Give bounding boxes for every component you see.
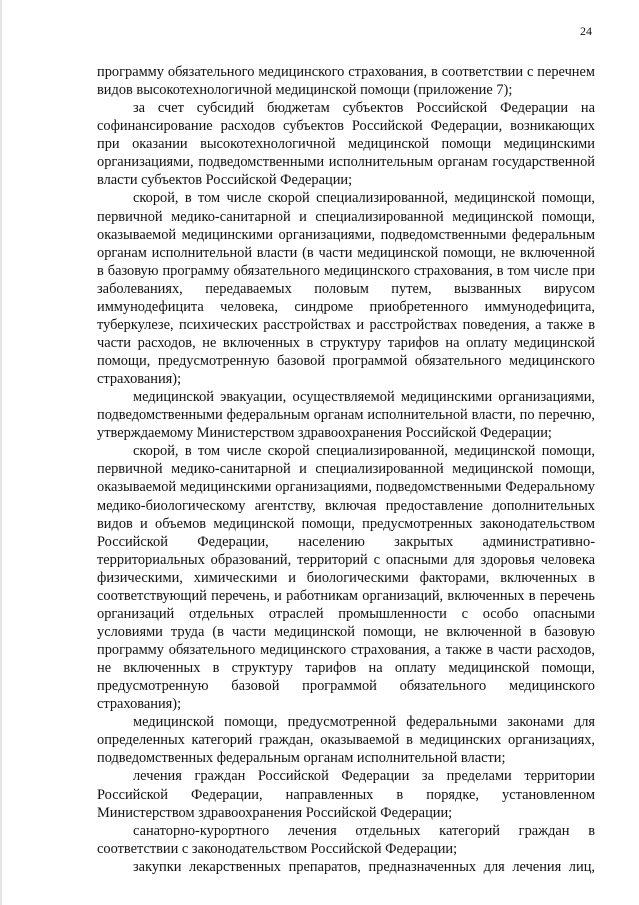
paragraph-sanatorium: санаторно-курортного лечения отдельных категорий граждан в соответствии с законодательством Российской Федерации; bbox=[97, 822, 595, 857]
paragraph-emergency-fmba: скорой, в том числе скорой специализированной, медицинской помощи, первичной медико-санитарной и специализированной медицинской помощи, оказываемой медицинскими организациями, подведомственными Федеральному медико-биологическому агентству, включая предоставление дополнительных видов и объемов медицинской помощи, предусмотренных законодательством Российской Федерации, населению закрытых административно-территориальных образований, территорий с опасными для здоровья человека физическими, химическими и биологическими факторами, включенных в соответствующий перечень, и работникам организаций, включенных в перечень организаций отдельных отраслей промышленности с особо опасными условиями труда (в части медицинской помощи, не включенной в базовую программу обязательного медицинского страхования, а также в части расходов, не включенных в структуру тарифов на оплату медицинской помощи, предусмотренную базовой программой обязательного медицинского страхования); bbox=[97, 443, 595, 713]
paragraph-continuation: программу обязательного медицинского страхования, в соответствии с перечнем видов высокотехнологичной медицинской помощи (приложение 7); bbox=[97, 64, 595, 99]
paragraph-treatment-abroad: лечения граждан Российской Федерации за пределами территории Российской Федерации, направленных в порядке, установленном Министерством здравоохранения Российской Федерации; bbox=[97, 768, 595, 821]
paragraph-federal-laws: медицинской помощи, предусмотренной федеральными законами для определенных категорий граждан, оказываемой в медицинских организациях, подведомственных федеральным органам исполнительной власти; bbox=[97, 714, 595, 767]
page-edge bbox=[0, 0, 2, 905]
paragraph-emergency-federal: скорой, в том числе скорой специализированной, медицинской помощи, первичной медико-санитарной и специализированной медицинской помощи, оказываемой медицинскими организациями, подведомственными федеральным органам исполнительной власти (в части медицинской помощи, не включенной в базовую программу обязательного медицинского страхования, в том числе при заболеваниях, передаваемых половым путем, вызванных вирусом иммунодефицита человека, синдроме приобретенного иммунодефицита, туберкулезе, психических расстройствах и расстройствах поведения, а также в части расходов, не включенных в структуру тарифов на оплату медицинской помощи, предусмотренную базовой программой обязательного медицинского страхования); bbox=[97, 190, 595, 388]
page-number: 24 bbox=[580, 24, 592, 38]
document-body bbox=[97, 63, 595, 876]
paragraph-drug-purchase: закупки лекарственных препаратов, предназначенных для лечения лиц, bbox=[133, 858, 595, 875]
paragraph-medical-evacuation: медицинской эвакуации, осуществляемой медицинскими организациями, подведомственными федеральным органам исполнительной власти, по перечню, утверждаемому Министерством здравоохранения Российской Федерации; bbox=[97, 389, 595, 442]
paragraph-subsidies: за счет субсидий бюджетам субъектов Российской Федерации на софинансирование расходов субъектов Российской Федерации, возникающих при оказании высокотехнологичной медицинской помощи медицинскими организациями, подведомственными исполнительным органам государственной власти субъектов Российской Федерации; bbox=[97, 100, 595, 189]
